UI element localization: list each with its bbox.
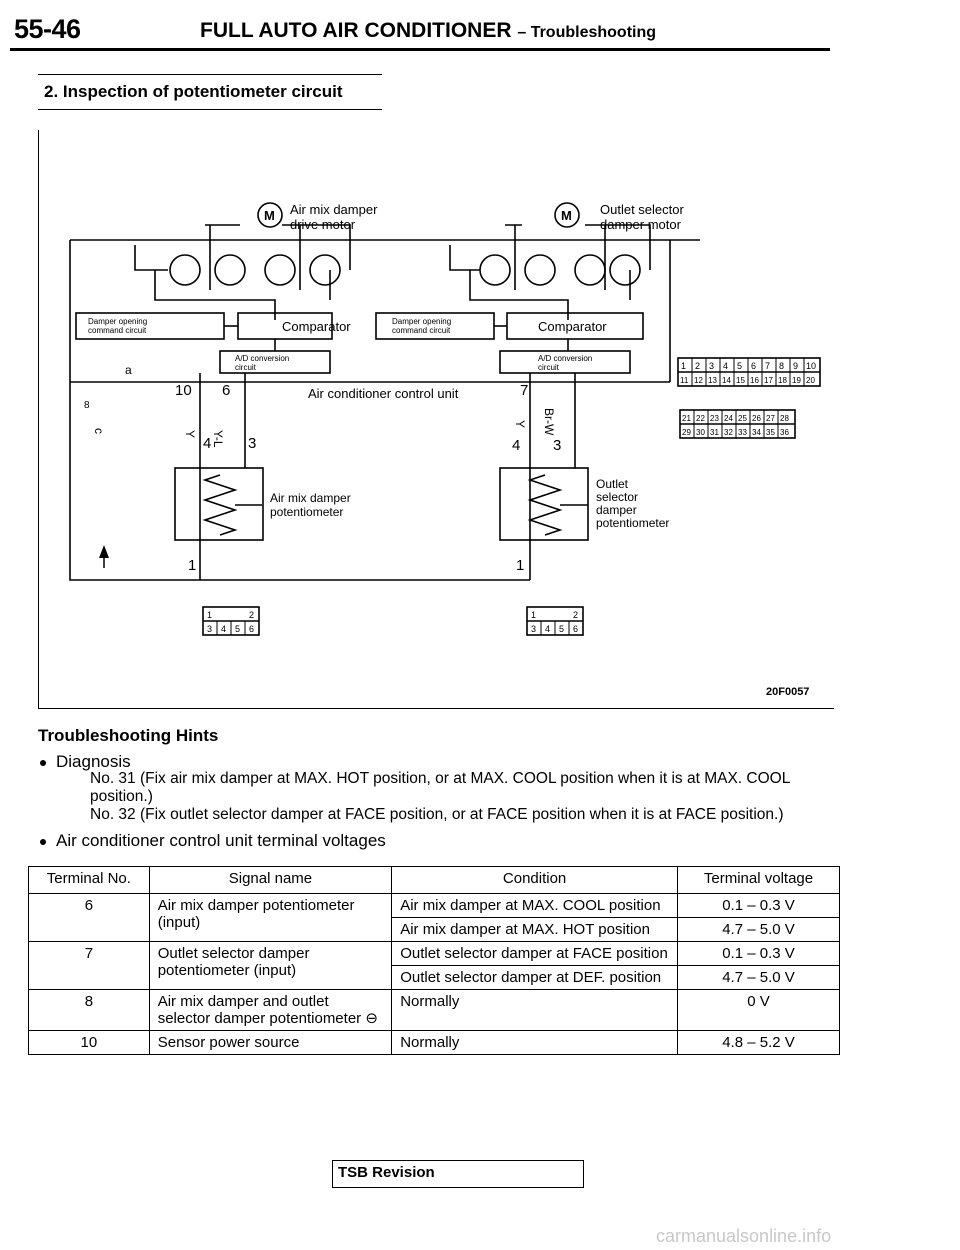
diagnosis-line-1: No. 31 (Fix air mix damper at MAX. HOT position, or at MAX. COOL position when it is at MAX. COOL position.): [90, 770, 790, 805]
pin-num: 10: [806, 361, 817, 371]
col-terminal-voltage: Terminal voltage: [677, 867, 839, 894]
cell-signal: Air mix damper and outlet selector damper potentiometer ⊖: [149, 990, 391, 1031]
pin-num: 23: [710, 414, 719, 423]
pin-num: 29: [682, 428, 691, 437]
pin-num: 3: [207, 624, 213, 634]
diagnosis-line-2: No. 32 (Fix outlet selector damper at FACE position, or at FACE position when it is at FACE position.): [90, 806, 784, 823]
pin-num: 9: [793, 361, 799, 371]
pin-num: 1: [531, 610, 537, 620]
pin-num: 34: [752, 428, 761, 437]
pin-num: 4: [221, 624, 227, 634]
pin-num: 1: [681, 361, 687, 371]
cell-condition: Normally: [392, 990, 678, 1031]
outlet-motor-icon: [555, 203, 579, 227]
pin-num: 27: [766, 414, 775, 423]
pin-num: 1: [207, 610, 213, 620]
wire-color-brw: Br-W: [542, 408, 556, 436]
cell-condition: Air mix damper at MAX. HOT position: [392, 918, 678, 942]
air-mix-pot-label-1: Air mix damper: [270, 491, 351, 505]
damper-cmd-2b: command circuit: [392, 326, 451, 335]
pin-1-left: 1: [188, 557, 197, 574]
pin-num: 15: [736, 376, 745, 385]
table-row: [29, 1031, 840, 1055]
outlet-motor-symbol: M: [561, 208, 572, 223]
cell-signal: Outlet selector damper potentiometer (input): [149, 942, 391, 990]
section-title: 2. Inspection of potentiometer circuit: [44, 82, 343, 101]
cell-voltage: 4.7 – 5.0 V: [677, 918, 839, 942]
connector-main-top: [681, 361, 816, 371]
cell-voltage: 0.1 – 0.3 V: [677, 894, 839, 918]
pin-num: 25: [738, 414, 747, 423]
table-row: [29, 942, 840, 966]
cell-voltage: 4.8 – 5.2 V: [677, 1031, 839, 1055]
pin-num: 12: [694, 376, 703, 385]
control-unit-label: Air conditioner control unit: [308, 386, 459, 401]
ad-conv-1a: A/D conversion: [235, 354, 290, 363]
pin-num: 5: [737, 361, 743, 371]
side-label-c: c: [92, 428, 106, 434]
cell-voltage: 4.7 – 5.0 V: [677, 966, 839, 990]
comparator-2-label: Comparator: [538, 319, 607, 334]
pin-num: 6: [573, 624, 579, 634]
title-main: FULL AUTO AIR CONDITIONER: [200, 19, 512, 42]
outlet-pot-label-2: selector: [596, 490, 639, 504]
air-mix-motor-label-2: drive motor: [290, 217, 356, 232]
wire-color-y-right: Y: [513, 420, 527, 429]
cell-voltage: 0 V: [677, 990, 839, 1031]
pin-4-right: 4: [512, 437, 521, 454]
pin-num: 2: [249, 610, 255, 620]
outlet-motor-label-2: damper motor: [600, 217, 681, 232]
tsb-revision: TSB Revision: [338, 1164, 435, 1181]
wire-color-y-left: Y: [183, 430, 197, 439]
pin-4-left: 4: [203, 435, 212, 452]
pin-num: 5: [235, 624, 241, 634]
voltages-label: Air conditioner control unit terminal voltages: [56, 831, 386, 850]
pin-num: 2: [573, 610, 579, 620]
col-condition: Condition: [392, 867, 678, 894]
pin-num: 4: [723, 361, 729, 371]
cell-signal: Sensor power source: [149, 1031, 391, 1055]
page-number: 55-46: [14, 14, 81, 44]
arrow-up-icon: [99, 545, 109, 558]
pin-num: 18: [778, 376, 787, 385]
side-label-a: a: [125, 363, 132, 377]
pin-10: 10: [175, 382, 192, 399]
pin-num: 20: [806, 376, 815, 385]
pin-num: 36: [780, 428, 789, 437]
cell-terminal: 8: [29, 990, 150, 1031]
hints-title: Troubleshooting Hints: [38, 726, 219, 745]
outlet-pot-label-4: potentiometer: [596, 516, 670, 530]
air-mix-motor-icon: [258, 203, 282, 227]
diagnosis-bullet: [40, 752, 131, 772]
ad-conv-2a: A/D conversion: [538, 354, 593, 363]
pin-num: 35: [766, 428, 775, 437]
outlet-pot-label-3: damper: [596, 503, 637, 517]
cell-terminal: 10: [29, 1031, 150, 1055]
pin-num: 26: [752, 414, 761, 423]
pin-3-left: 3: [248, 435, 257, 452]
ad-conv-2b: circuit: [538, 363, 559, 372]
pin-num: 19: [792, 376, 801, 385]
cell-condition: Air mix damper at MAX. COOL position: [392, 894, 678, 918]
cell-condition: Outlet selector damper at DEF. position: [392, 966, 678, 990]
outlet-pot-label-1: Outlet: [596, 477, 629, 491]
table-header-row: [29, 867, 840, 894]
cell-terminal: 7: [29, 942, 150, 990]
bullet-icon: [40, 760, 46, 766]
pin-num: 13: [708, 376, 717, 385]
pin-num: 24: [724, 414, 733, 423]
table-row: [29, 990, 840, 1031]
watermark: carmanualsonline.info: [656, 1226, 832, 1246]
damper-cmd-1a: Damper opening: [88, 317, 148, 326]
cell-condition: Outlet selector damper at FACE position: [392, 942, 678, 966]
pin-num: 32: [724, 428, 733, 437]
pin-num: 3: [531, 624, 537, 634]
damper-cmd-1b: command circuit: [88, 326, 147, 335]
cell-voltage: 0.1 – 0.3 V: [677, 942, 839, 966]
cell-terminal: 6: [29, 894, 150, 942]
pin-num: 6: [249, 624, 255, 634]
pin-1-right: 1: [516, 557, 525, 574]
damper-cmd-2a: Damper opening: [392, 317, 452, 326]
bullet-icon: [40, 839, 46, 845]
cell-signal: Air mix damper potentiometer (input): [149, 894, 391, 942]
pin-num: 31: [710, 428, 719, 437]
figure-code: 20F0057: [766, 686, 810, 698]
pin-num: 3: [709, 361, 715, 371]
pin-num: 11: [680, 376, 689, 385]
comparator-1-label: Comparator: [282, 319, 351, 334]
pin-7: 7: [520, 382, 529, 399]
pin-3-right: 3: [553, 437, 562, 454]
diagnosis-label: Diagnosis: [56, 752, 131, 771]
pin-num: 4: [545, 624, 551, 634]
pin-num: 16: [750, 376, 759, 385]
voltages-bullet: [40, 831, 386, 851]
col-signal-name: Signal name: [149, 867, 391, 894]
pin-num: 21: [682, 414, 691, 423]
title-sub: – Troubleshooting: [517, 24, 657, 41]
pin-num: 14: [722, 376, 731, 385]
cell-condition: Normally: [392, 1031, 678, 1055]
pin-num: 5: [559, 624, 565, 634]
pin-num: 7: [765, 361, 771, 371]
pin-num: 8: [779, 361, 785, 371]
pin-num: 17: [764, 376, 773, 385]
ad-conv-1b: circuit: [235, 363, 256, 372]
table-row: [29, 894, 840, 918]
col-terminal-no: Terminal No.: [29, 867, 150, 894]
outlet-motor-label-1: Outlet selector: [600, 202, 684, 217]
side-label-8: 8: [84, 400, 90, 411]
pin-6: 6: [222, 382, 231, 399]
air-mix-motor-label-1: Air mix damper: [290, 202, 378, 217]
air-mix-motor-symbol: M: [264, 208, 275, 223]
pin-num: 22: [696, 414, 705, 423]
pin-num: 28: [780, 414, 789, 423]
pin-num: 33: [738, 428, 747, 437]
air-mix-pot-label-2: potentiometer: [270, 505, 344, 519]
pin-num: 6: [751, 361, 757, 371]
wire-color-yl: Y-L: [211, 430, 225, 448]
pin-num: 30: [696, 428, 705, 437]
pin-num: 2: [695, 361, 701, 371]
terminal-voltage-table: [28, 866, 840, 1055]
